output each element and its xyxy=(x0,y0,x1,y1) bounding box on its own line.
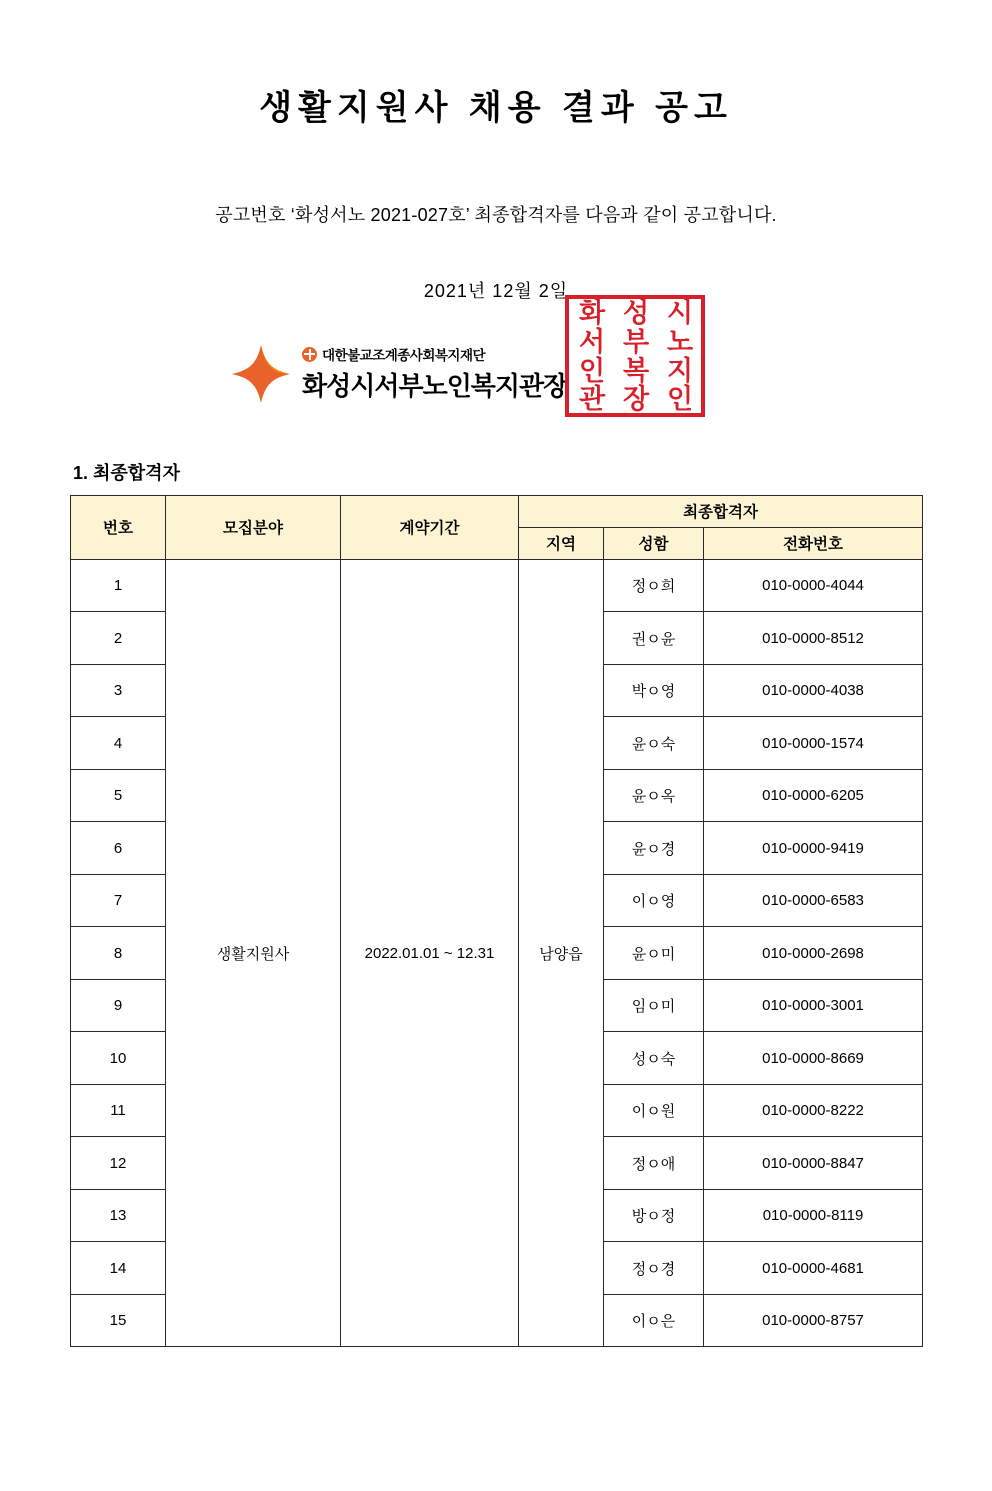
table-header-row-1 xyxy=(71,495,923,527)
foundation-logo-icon xyxy=(230,343,292,405)
cell-no: 1 xyxy=(71,559,166,612)
seal-char: 복 xyxy=(622,355,648,386)
issuer-text xyxy=(302,344,567,403)
header-name: 성함 xyxy=(604,527,704,559)
cell-no: 7 xyxy=(71,874,166,927)
issuer-name: 화성시서부노인복지관장 xyxy=(302,371,568,402)
cell-no: 4 xyxy=(71,717,166,770)
cell-no: 3 xyxy=(71,664,166,717)
cell-phone: 010-0000-4038 xyxy=(704,664,923,717)
cell-no: 13 xyxy=(71,1189,166,1242)
cell-name: 윤ㅇ경 xyxy=(604,822,704,875)
cell-name: 윤ㅇ숙 xyxy=(604,717,704,770)
cell-no: 15 xyxy=(71,1294,166,1347)
cell-phone: 010-0000-8222 xyxy=(704,1084,923,1137)
document-page xyxy=(0,88,992,1491)
cell-no: 8 xyxy=(71,927,166,980)
cell-no: 10 xyxy=(71,1032,166,1085)
header-no: 번호 xyxy=(71,495,166,559)
official-seal xyxy=(565,295,705,417)
seal-char: 시 xyxy=(666,297,692,328)
cell-name: 윤ㅇ미 xyxy=(604,927,704,980)
issuer-block xyxy=(230,343,567,405)
cell-phone: 010-0000-9419 xyxy=(704,822,923,875)
cell-name: 이ㅇ원 xyxy=(604,1084,704,1137)
cell-phone: 010-0000-8669 xyxy=(704,1032,923,1085)
cell-no: 5 xyxy=(71,769,166,822)
issue-date: 2021년 12월 2일 xyxy=(423,280,569,301)
section-heading: 1. 최종합격자 xyxy=(73,462,180,483)
cell-name: 성ㅇ숙 xyxy=(604,1032,704,1085)
seal-char: 부 xyxy=(622,326,648,357)
header-field: 모집분야 xyxy=(166,495,341,559)
cell-phone: 010-0000-6205 xyxy=(704,769,923,822)
table-body xyxy=(71,559,923,1347)
header-region: 지역 xyxy=(519,527,604,559)
cell-phone: 010-0000-8847 xyxy=(704,1137,923,1190)
seal-char: 장 xyxy=(622,383,648,414)
cell-name: 이ㅇ은 xyxy=(604,1294,704,1347)
cell-phone: 010-0000-8119 xyxy=(704,1189,923,1242)
cell-phone: 010-0000-4044 xyxy=(704,559,923,612)
cell-name: 정ㅇ애 xyxy=(604,1137,704,1190)
cell-no: 11 xyxy=(71,1084,166,1137)
cell-phone: 010-0000-2698 xyxy=(704,927,923,980)
notice-text: 공고번호 ‘화성서노 2021-027호’ 최종합격자를 다음과 같이 공고합니다. xyxy=(215,204,777,225)
cell-name: 방ㅇ정 xyxy=(604,1189,704,1242)
cell-no: 12 xyxy=(71,1137,166,1190)
page-title: 생활지원사 채용 결과 공고 xyxy=(259,89,733,127)
cell-field: 생활지원사 xyxy=(166,559,341,1347)
header-period: 계약기간 xyxy=(341,495,519,559)
cell-phone: 010-0000-1574 xyxy=(704,717,923,770)
issuer-row xyxy=(70,297,922,441)
issuer-organization-line xyxy=(302,344,567,364)
seal-char: 화 xyxy=(578,297,604,328)
cell-name: 임ㅇ미 xyxy=(604,979,704,1032)
cell-name: 이ㅇ영 xyxy=(604,874,704,927)
cell-no: 9 xyxy=(71,979,166,1032)
cell-name: 박ㅇ영 xyxy=(604,664,704,717)
table-header xyxy=(71,495,923,559)
cell-region: 남양읍 xyxy=(519,559,604,1347)
header-group-final-applicants: 최종합격자 xyxy=(519,495,923,527)
seal-char: 서 xyxy=(578,326,604,357)
table-row xyxy=(71,559,923,612)
seal-char: 인 xyxy=(578,355,604,386)
cell-period: 2022.01.01 ~ 12.31 xyxy=(341,559,519,1347)
cell-name: 정ㅇ경 xyxy=(604,1242,704,1295)
cell-name: 윤ㅇ옥 xyxy=(604,769,704,822)
seal-char: 지 xyxy=(666,355,692,386)
seal-char: 성 xyxy=(622,297,648,328)
cell-phone: 010-0000-3001 xyxy=(704,979,923,1032)
seal-char: 관 xyxy=(578,383,604,414)
cell-phone: 010-0000-8757 xyxy=(704,1294,923,1347)
cell-no: 6 xyxy=(71,822,166,875)
seal-char: 노 xyxy=(666,326,692,357)
cell-name: 권ㅇ윤 xyxy=(604,612,704,665)
seal-char: 인 xyxy=(666,383,692,414)
header-phone: 전화번호 xyxy=(704,527,923,559)
cell-phone: 010-0000-4681 xyxy=(704,1242,923,1295)
cell-phone: 010-0000-6583 xyxy=(704,874,923,927)
dharma-wheel-icon xyxy=(302,347,317,362)
final-successful-applicants-table xyxy=(70,495,923,1348)
cell-no: 14 xyxy=(71,1242,166,1295)
cell-phone: 010-0000-8512 xyxy=(704,612,923,665)
cell-name: 정ㅇ희 xyxy=(604,559,704,612)
cell-no: 2 xyxy=(71,612,166,665)
issuer-organization: 대한불교조계종사회복지재단 xyxy=(322,348,486,364)
